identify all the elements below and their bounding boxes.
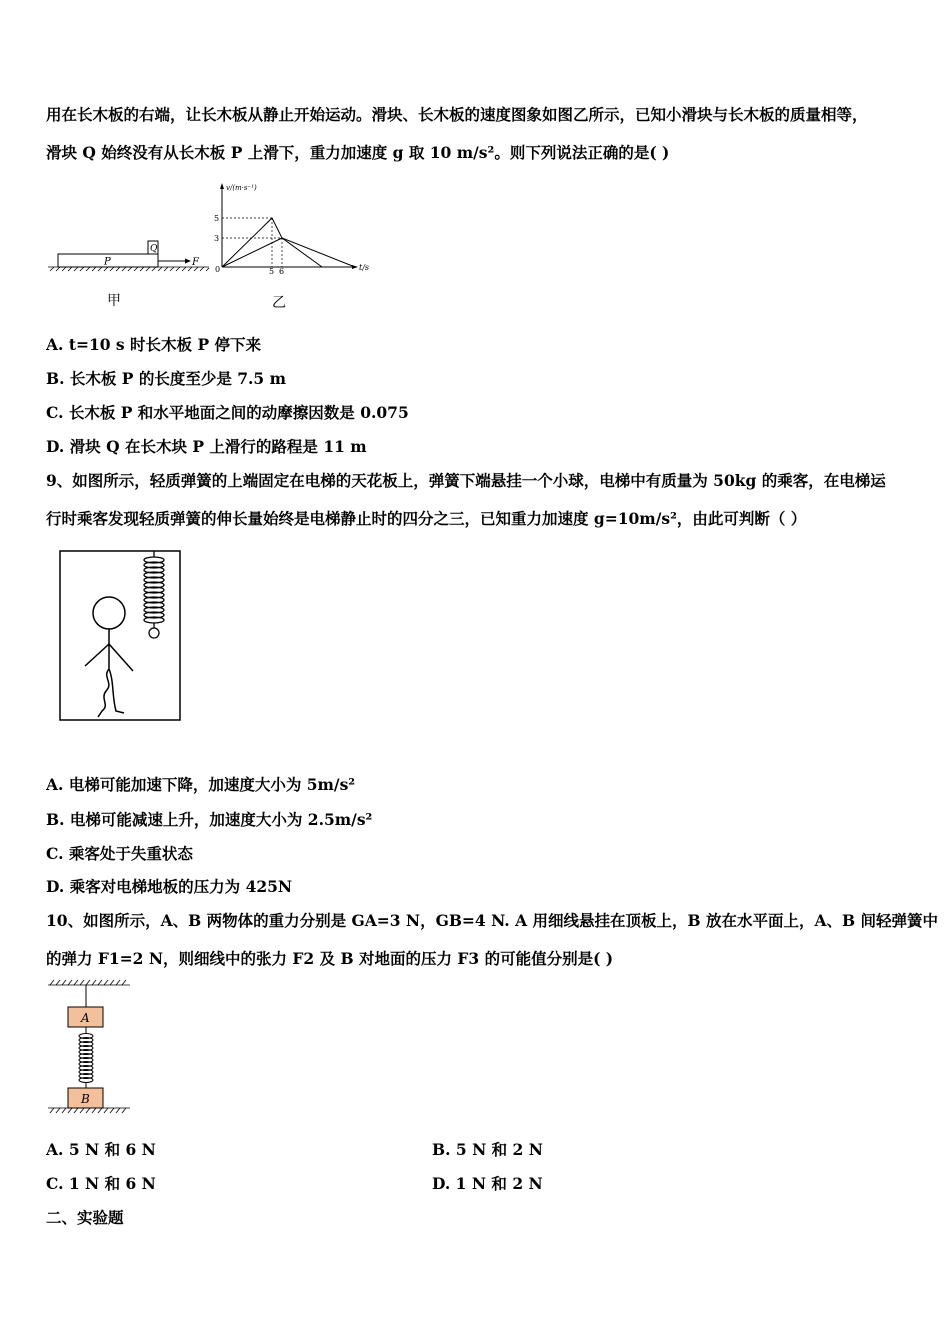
q9-option-d: D. 乘客对电梯地板的压力为 425N — [46, 877, 293, 896]
force-label: F — [192, 257, 199, 268]
q8-option-c: C. 长木板 P 和水平地面之间的动摩擦因数是 0.075 — [46, 403, 409, 422]
ceiling-hatch — [48, 980, 130, 985]
q10-figure-spring-blocks — [46, 975, 136, 1120]
q9-option-a: A. 电梯可能加速下降，加速度大小为 5m/s² — [46, 775, 356, 794]
q10-stem-line-2: 的弹力 F1=2 N，则细线中的张力 F2 及 B 对地面的压力 F3 的可能值分别是( ) — [46, 949, 614, 968]
ytick-3: 3 — [214, 234, 220, 243]
q8-figure-left-caption: 甲 — [107, 293, 121, 309]
q9-option-b: B. 电梯可能减速上升，加速度大小为 2.5m/s² — [46, 810, 373, 829]
floor-hatch — [48, 1108, 130, 1113]
block-a-label: A — [81, 1011, 90, 1025]
q10-option-c: C. 1 N 和 6 N — [46, 1174, 156, 1193]
ground-hatch — [48, 267, 209, 271]
block-q-label: Q — [150, 244, 158, 254]
t-axis-label: t/s — [359, 263, 370, 272]
board-p-label: P — [104, 256, 111, 268]
q8-option-d: D. 滑块 Q 在长木块 P 上滑行的路程是 11 m — [46, 437, 367, 456]
q8-figure-board — [46, 235, 216, 280]
xtick-6: 6 — [279, 267, 285, 275]
spring-ab — [79, 1027, 93, 1088]
v-axis-label: v/(m·s⁻¹) — [226, 184, 257, 192]
q8-figure-right-caption: 乙 — [272, 295, 286, 311]
q9-figure-elevator — [58, 549, 184, 724]
hanging-ball — [149, 628, 159, 638]
q10-option-d: D. 1 N 和 2 N — [432, 1174, 543, 1193]
v-axis-arrow — [220, 183, 224, 189]
xtick-5: 5 — [269, 267, 275, 275]
q10-option-b: B. 5 N 和 2 N — [432, 1140, 543, 1159]
q8-option-a: A. t=10 s 时长木板 P 停下来 — [46, 335, 262, 354]
q9-stem-line-1: 9、如图所示，轻质弹簧的上端固定在电梯的天花板上，弹簧下端悬挂一个小球，电梯中有质量为 50kg 的乘客，在电梯运 — [46, 471, 886, 490]
q10-stem-line-1: 10、如图所示，A、B 两物体的重力分别是 GA=3 N，GB=4 N. A 用细线悬挂在顶板上，B 放在水平面上，A、B 间轻弹簧中 — [46, 911, 939, 930]
q8-stem-line-1: 用在长木板的右端，让长木板从静止开始运动。滑块、长木板的速度图象如图乙所示，已知小滑块与长木板的质量相等， — [46, 105, 868, 124]
section-heading: 二、实验题 — [46, 1208, 124, 1227]
q9-stem-line-2: 行时乘客发现轻质弹簧的伸长量始终是电梯静止时的四分之三，已知重力加速度 g=10m/s²，由此可判断（ ） — [46, 509, 807, 528]
block-b-label: B — [81, 1092, 90, 1106]
q8-stem-line-2: 滑块 Q 始终没有从长木板 P 上滑下，重力加速度 g 取 10 m/s²。则下列说法正确的是( ) — [46, 143, 670, 162]
ytick-5: 5 — [214, 214, 220, 223]
origin-label: 0 — [215, 265, 221, 274]
q9-option-c: C. 乘客处于失重状态 — [46, 844, 193, 863]
q8-option-b: B. 长木板 P 的长度至少是 7.5 m — [46, 369, 287, 388]
q8-figure-vt-graph — [210, 180, 375, 275]
force-arrow-head — [185, 259, 191, 264]
q10-option-a: A. 5 N 和 6 N — [46, 1140, 156, 1159]
